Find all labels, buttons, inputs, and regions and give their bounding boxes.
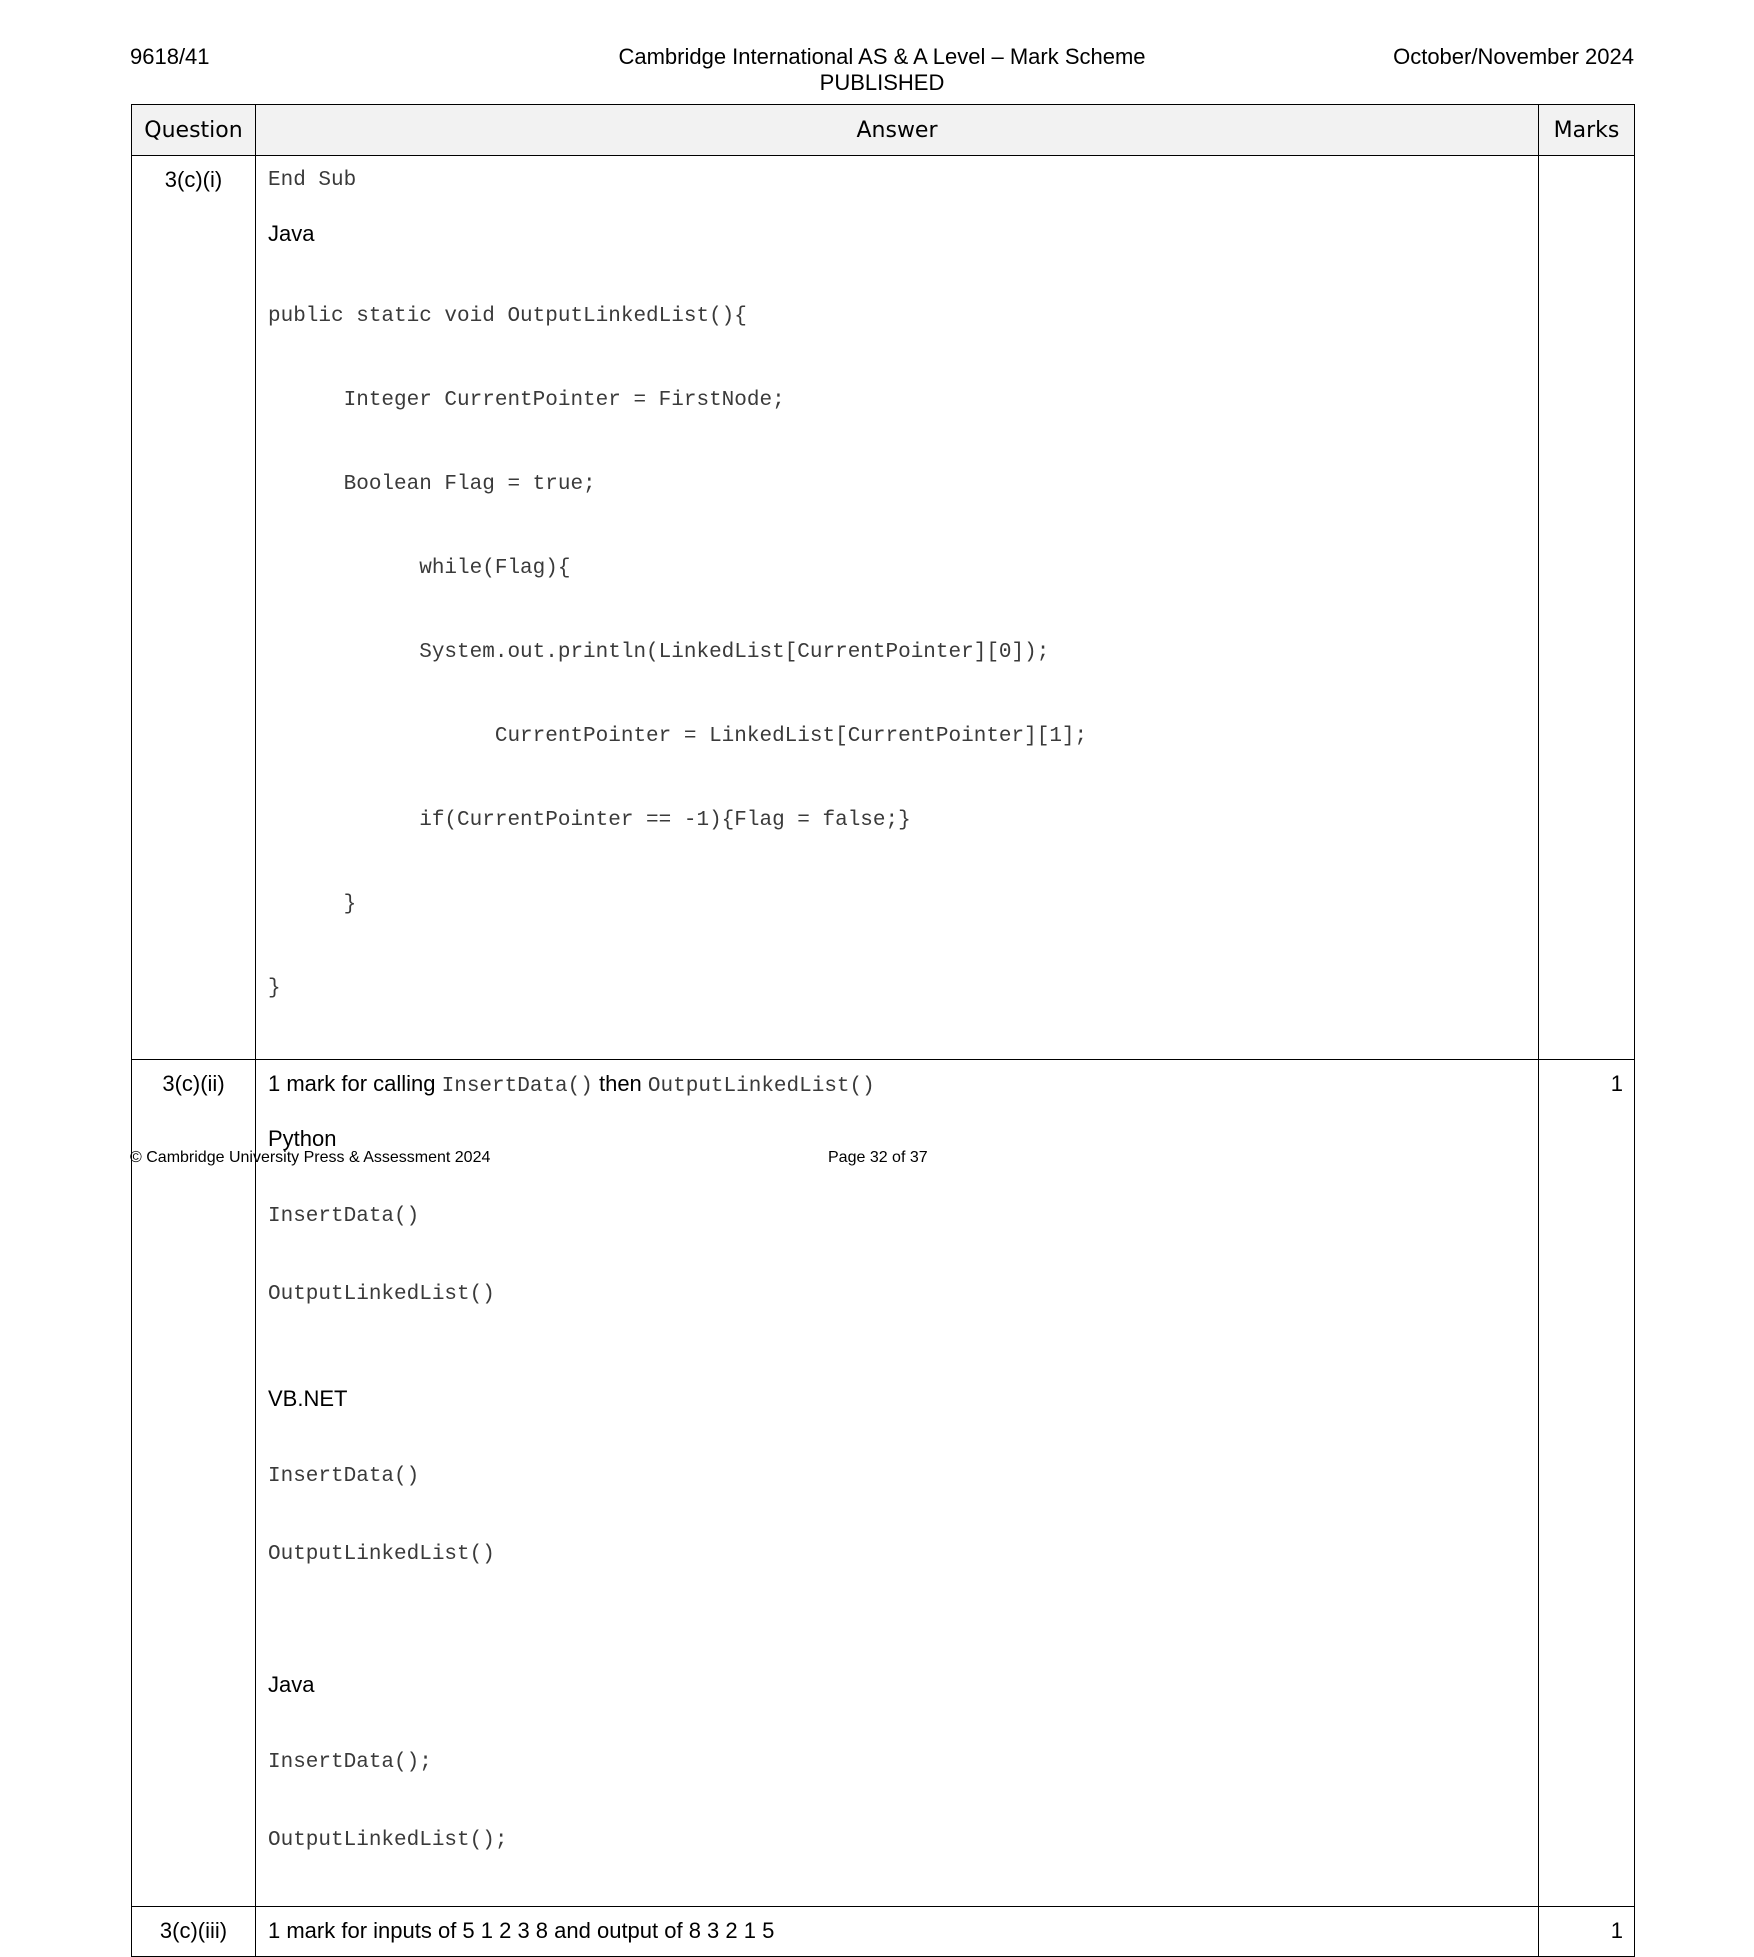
marks-column-header: Marks [1539,105,1635,156]
code-line: System.out.println(LinkedList[CurrentPointer][0]); [268,641,1050,664]
code-line: InsertData(); [268,1751,432,1774]
code-line: } [268,977,281,1000]
language-label: Java [268,221,315,246]
marks-value [1539,156,1635,1060]
code-line: if(CurrentPointer == -1){Flag = false;} [268,809,911,832]
table-row [132,1907,1635,1957]
page-number: Page 32 of 37 [828,1149,928,1166]
marks-value: 1 [1539,1907,1635,1957]
criterion-text: 1 mark for calling [268,1071,442,1096]
published-label: PUBLISHED [819,70,945,95]
table-row [132,156,1635,1060]
answer-cell [256,1060,1539,1907]
paper-code: 9618/41 [130,44,210,69]
mark-scheme-table [131,104,1635,1957]
code-block [268,1698,1526,1906]
code-line: OutputLinkedList(); [268,1829,508,1852]
question-number: 3(c)(ii) [132,1060,256,1907]
language-label: Python [268,1126,337,1151]
header-row [132,105,1635,156]
code-line: End Sub [268,169,357,192]
code-line: InsertData() [268,1465,420,1488]
marks-value: 1 [1539,1060,1635,1907]
code-block [268,247,1526,1059]
code-line: OutputLinkedList() [268,1283,495,1306]
exam-session: October/November 2024 [1393,44,1634,69]
code-line: OutputLinkedList() [268,1543,495,1566]
table-row [132,1060,1635,1907]
mark-criterion [268,1071,1526,1100]
language-label: Java [268,1672,315,1697]
code-block [268,1152,1526,1360]
code-line: while(Flag){ [268,557,571,580]
document-title [450,44,1314,96]
code-line: Integer CurrentPointer = FirstNode; [268,389,785,412]
code-block [268,1412,1526,1620]
code-line: CurrentPointer = LinkedList[CurrentPointer][1]; [268,725,1088,748]
answer-cell [256,156,1539,1060]
criterion-text: then [592,1071,648,1096]
language-label: VB.NET [268,1386,348,1411]
question-number: 3(c)(iii) [132,1907,256,1957]
question-number: 3(c)(i) [132,156,256,1060]
question-column-header: Question [132,105,256,156]
inline-code: OutputLinkedList() [647,1075,875,1098]
answer-cell: 1 mark for inputs of 5 1 2 3 8 and output of 8 3 2 1 5 [256,1907,1539,1957]
code-line: InsertData() [268,1205,420,1228]
code-line: } [268,893,357,916]
inline-code: InsertData() [441,1075,593,1098]
answer-column-header: Answer [256,105,1539,156]
copyright-notice: © Cambridge University Press & Assessment 2024 [130,1149,491,1166]
title-line: Cambridge International AS & A Level – Mark Scheme [618,44,1146,69]
code-line: Boolean Flag = true; [268,473,596,496]
code-line: public static void OutputLinkedList(){ [268,305,747,328]
